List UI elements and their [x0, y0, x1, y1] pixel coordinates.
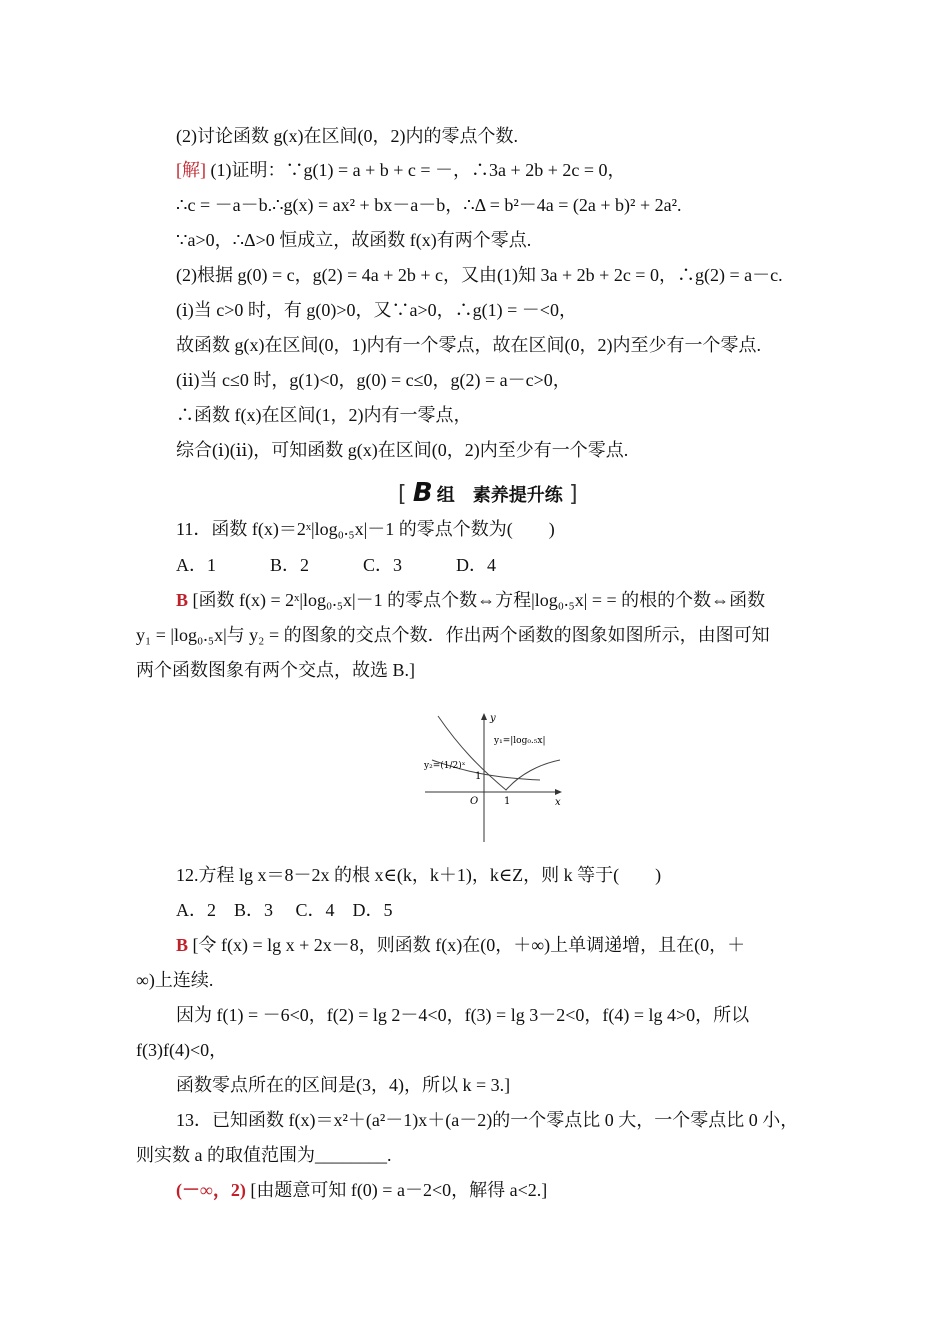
answer-13-text: [由题意可知 f(0) = a－2<0，解得 a<2.] — [245, 1180, 548, 1200]
answer-12-line-3: 因为 f(1) = －6<0，f(2) = lg 2－4<0，f(3) = lg 3－2<0，f(4) = lg 4>0，所以 — [176, 1005, 750, 1025]
answer-12-line-1 — [176, 933, 745, 957]
graph-y-arrow — [481, 713, 487, 720]
answer-11-line-1 — [176, 588, 765, 612]
graph-tick-y-1: 1 — [475, 771, 482, 782]
section-header-title: 组 素养提升练 — [436, 485, 563, 506]
graph-curve-y1 — [438, 716, 560, 790]
answer-11-text: [函数 f(x) = 2ˣ|log₀.₅x|－1 的零点个数⇔方程|log₀.₅x| = = 的根的个数⇔函数 — [188, 590, 766, 610]
line-08: (ⅱ)当 c≤0 时，g(1)<0，g(0) = c≤0，g(2) = a－c>0， — [176, 370, 571, 390]
section-header-letter: B — [412, 478, 433, 508]
answer-11-line-2: y₁ = |log₀.₅x|与 y₂ = 的图象的交点个数．作出两个函数的图象如图所示，由图可知 — [136, 625, 770, 645]
answer-13 — [176, 1178, 547, 1202]
question-12: 12.方程 lg x＝8－2x 的根 x∈(k，k＋1)，k∈Z，则 k 等于( ) — [176, 865, 662, 885]
question-11: 11．函数 f(x)＝2ˣ|log₀.₅x|－1 的零点个数为( ) — [176, 519, 555, 539]
answer-11-line-3: 两个函数图象有两个交点，故选 B.] — [136, 660, 415, 680]
line-05: (2)根据 g(0) = c，g(2) = 4a + 2b + c，又由(1)知 3a + 2b + 2c = 0，∴g(2) = a－c. — [176, 265, 783, 285]
section-header-close-bracket: ] — [568, 482, 578, 507]
graph-y-label: y — [490, 713, 496, 724]
question-13-line-1: 13．已知函数 f(x)＝x²＋(a²－1)x＋(a－2)的一个零点比 0 大，一个零点比 0 小， — [176, 1110, 799, 1130]
line-06: (ⅰ)当 c>0 时，有 g(0)>0，又∵a>0，∴g(1) = －<0， — [176, 300, 577, 320]
line-03: ∴c = －a－b.∴g(x) = ax² + bx－a－b，∴Δ = b²－4a = (2a + b)² + 2a². — [176, 195, 682, 215]
line-01: (2)讨论函数 g(x)在区间(0，2)内的零点个数. — [176, 126, 518, 146]
line-07: 故函数 g(x)在区间(0，1)内有一个零点，故在区间(0，2)内至少有一个零点. — [176, 335, 761, 355]
answer-12-line-4: f(3)f(4)<0， — [136, 1040, 228, 1060]
line-02-text: (1)证明：∵g(1) = a + b + c = －，∴3a + 2b + 2c = 0， — [206, 160, 626, 180]
question-13-line-2: 则实数 a 的取值范围为________. — [136, 1145, 392, 1165]
line-09: ∴函数 f(x)在区间(1，2)内有一零点， — [176, 405, 472, 425]
answer-12-line-5: 函数零点所在的区间是(3，4)，所以 k = 3.] — [176, 1075, 511, 1095]
graph-x-arrow — [555, 789, 562, 795]
graph-origin-label: O — [470, 796, 479, 807]
line-10: 综合(ⅰ)(ⅱ)，可知函数 g(x)在区间(0，2)内至少有一个零点. — [176, 440, 629, 460]
answer-13-value: (－∞，2) — [176, 1180, 246, 1200]
answer-12-choice: B — [176, 935, 189, 955]
answer-12-line-2: ∞)上连续. — [136, 970, 214, 990]
graph-tick-x-1: 1 — [504, 796, 511, 807]
graph-y1-label: y₁=|log₀.₅x| — [494, 736, 546, 746]
graph-y2-label: y₂=(1/2)ˣ — [424, 761, 466, 771]
question-12-options: A．2 B．3 C．4 D．5 — [176, 900, 393, 920]
line-02 — [176, 158, 626, 182]
section-header — [398, 478, 578, 508]
solution-tag: [解] — [176, 160, 206, 180]
answer-12-text: [令 f(x) = lg x + 2x－8，则函数 f(x)在(0，＋∞)上单调递增，且在(0，＋ — [188, 935, 746, 955]
question-11-options: A．1 B．2 C．3 D．4 — [176, 555, 497, 575]
answer-11-choice: B — [176, 590, 189, 610]
function-graph — [420, 708, 570, 844]
graph-x-label: x — [555, 797, 561, 808]
section-header-open-bracket: [ — [398, 482, 407, 507]
line-04: ∵a>0，∴Δ>0 恒成立，故函数 f(x)有两个零点. — [176, 230, 532, 250]
